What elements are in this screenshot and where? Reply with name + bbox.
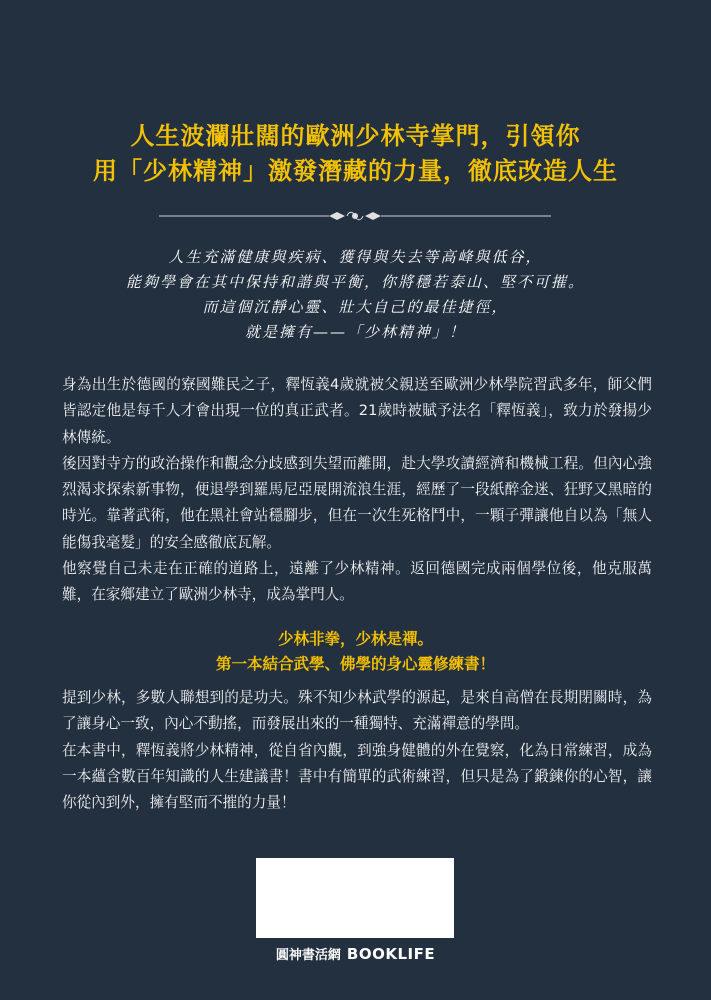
- headline-line-1: 人生波瀾壯闊的歐洲少林寺掌門，引領你: [130, 122, 581, 150]
- poem-block: [0, 245, 711, 345]
- publisher-name: 圓神書活網: [275, 948, 341, 963]
- publisher-brand: BOOKLIFE: [346, 945, 436, 963]
- bio-paragraph: 身為出生於德國的寮國難民之子，釋恆義4歲就被父親送至歐洲少林學院習武多年，師父們皆認定他是每千人才會出現一位的真正武者。21歲時被賦予法名「釋恆義」，致力於發揚少林傳統。: [62, 376, 652, 446]
- headline-line-2: 用「少林精神」激發潛藏的力量，徹底改造人生: [93, 157, 618, 185]
- poem-line: 人生充滿健康與疾病、獲得與失去等高峰與低谷，: [168, 248, 543, 266]
- barcode-placeholder: [256, 858, 454, 938]
- tagline-line-1: 少林非拳，少林是禪。: [277, 630, 433, 648]
- author-bio: [62, 372, 652, 609]
- tagline-line-2: 第一本結合武學、佛學的身心靈修練書！: [215, 655, 495, 673]
- desc-paragraph: 在本書中，釋恆義將少林精神，從自省內觀，到強身健體的外在覺察，化為日常練習，成為一本蘊含數百年知識的人生建議書！書中有簡單的武術練習，但只是為了鍛鍊你的心智，讓你從內到外，擁有堅而不摧的力量！: [62, 741, 652, 812]
- desc-paragraph: 提到少林，多數人聯想到的是功夫。殊不知少林武學的源起，是來自高僧在長期閉關時，為了讓身心一致，內心不動搖，而發展出來的一種獨特、充滿禪意的學問。: [62, 689, 652, 733]
- poem-line: 就是擁有——「少林精神」！: [244, 323, 466, 341]
- publisher-logo: [0, 944, 711, 963]
- poem-line: 而這個沉靜心靈、壯大自己的最佳捷徑，: [202, 298, 509, 316]
- bio-paragraph: 後因對寺方的政治操作和觀念分歧感到失望而離開，赴大學攻讀經濟和機械工程。但內心強烈渴求探索新事物，便退學到羅馬尼亞展開流浪生涯，經歷了一段紙醉金迷、狂野又黑暗的時光。靠著武術，他在黑社會站穩腳步，但在一次生死格鬥中，一顆子彈讓他自以為「無人能傷我毫髮」的安全感徹底瓦解。: [62, 454, 652, 551]
- poem-line: 能夠學會在其中保持和諧與平衡，你將穩若泰山、堅不可摧。: [125, 273, 585, 291]
- ornamental-divider: [159, 209, 551, 223]
- bio-paragraph: 他察覺自己未走在正確的道路上，遠離了少林精神。返回德國完成兩個學位後，他克服萬難，在家鄉建立了歐洲少林寺，成為掌門人。: [62, 560, 652, 604]
- book-description: [62, 685, 652, 816]
